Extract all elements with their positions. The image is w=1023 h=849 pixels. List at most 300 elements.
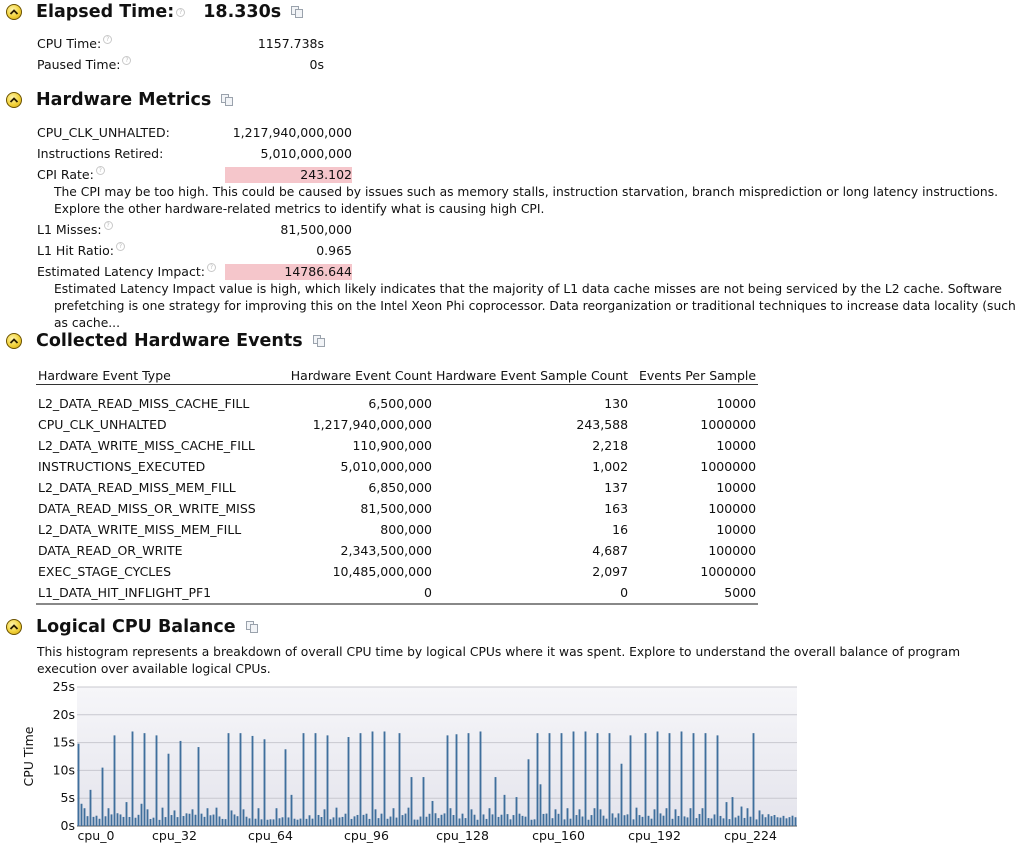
- histogram-bar: [738, 816, 740, 826]
- histogram-bar: [126, 802, 128, 826]
- section-hardware-metrics-header: [6, 88, 235, 112]
- histogram-bar: [150, 819, 152, 826]
- histogram-bar: [135, 818, 137, 826]
- histogram-bar: [105, 816, 107, 826]
- cell-events-per-sample: 100000: [708, 543, 757, 558]
- histogram-bar: [504, 795, 506, 826]
- histogram-bar: [519, 814, 521, 826]
- y-tick-label: 20s: [52, 706, 75, 722]
- histogram-bar: [450, 808, 452, 826]
- histogram-bar: [765, 817, 767, 826]
- histogram-bar: [642, 817, 644, 826]
- histogram-bar: [729, 819, 731, 826]
- histogram-bar: [369, 819, 371, 826]
- histogram-bar: [471, 809, 473, 826]
- histogram-bar: [549, 733, 551, 826]
- histogram-bar: [162, 808, 164, 826]
- cell-event-type: L2_DATA_WRITE_MISS_MEM_FILL: [38, 522, 242, 537]
- histogram-bar: [762, 814, 764, 826]
- x-tick-label: cpu_192: [628, 828, 681, 843]
- histogram-bar: [228, 733, 230, 826]
- histogram-bar: [84, 808, 86, 826]
- histogram-bar: [783, 816, 785, 826]
- histogram-bar: [114, 735, 116, 826]
- histogram-bar: [207, 808, 209, 826]
- histogram-bar: [294, 819, 296, 826]
- histogram-bar: [480, 731, 482, 826]
- cell-sample-count: 4,687: [592, 543, 629, 558]
- metric-value: 5,010,000,000: [260, 146, 352, 161]
- x-tick-label: cpu_0: [77, 828, 115, 843]
- metric-label: CPU Time:: [37, 36, 102, 51]
- histogram-bar: [303, 733, 305, 826]
- histogram-bar: [327, 735, 329, 826]
- histogram-bar: [696, 818, 698, 826]
- histogram-bar: [633, 819, 635, 826]
- histogram-bar: [717, 735, 719, 826]
- histogram-bar: [660, 813, 662, 826]
- metric-label: CPU_CLK_UNHALTED:: [37, 125, 170, 140]
- table-row[interactable]: [36, 414, 758, 435]
- histogram-bar: [489, 808, 491, 826]
- copy-icon[interactable]: [221, 94, 235, 106]
- histogram-bar: [399, 733, 401, 826]
- histogram-bar: [306, 819, 308, 826]
- histogram-bar: [768, 814, 770, 826]
- metric-value: 81,500,000: [280, 222, 352, 237]
- cpu-balance-title: Logical CPU Balance: [36, 617, 236, 637]
- y-axis-label: CPU Time: [21, 726, 36, 787]
- histogram-bar: [438, 818, 440, 826]
- cell-event-count: 0: [280, 582, 434, 604]
- histogram-bar: [510, 819, 512, 826]
- cell-event-count: 81,500,000: [360, 501, 432, 516]
- histogram-bar: [174, 810, 176, 826]
- histogram-bar: [213, 815, 215, 826]
- cell-sample-count: 16: [612, 522, 629, 537]
- y-tick-label: 10s: [52, 762, 75, 778]
- histogram-bar: [180, 741, 182, 826]
- histogram-bar: [723, 818, 725, 826]
- histogram-bar: [237, 816, 239, 826]
- histogram-bar: [603, 816, 605, 826]
- histogram-bar: [402, 815, 404, 826]
- histogram-bar: [351, 819, 353, 826]
- histogram-bar: [771, 816, 773, 826]
- section-events-header: [6, 329, 327, 353]
- histogram-bar: [285, 749, 287, 826]
- histogram-bar: [579, 809, 581, 826]
- histogram-bar: [345, 814, 347, 826]
- cell-events-per-sample: 10000: [716, 438, 757, 453]
- histogram-bar: [501, 815, 503, 826]
- histogram-bar: [645, 733, 647, 826]
- histogram-bar: [669, 733, 671, 826]
- hw-row-latency-impact: [37, 263, 216, 281]
- cell-event-type: DATA_READ_OR_WRITE: [38, 543, 183, 558]
- histogram-bar: [693, 733, 695, 826]
- help-icon[interactable]: ?: [122, 56, 131, 65]
- histogram-bar: [663, 816, 665, 826]
- histogram-bar: [396, 818, 398, 826]
- metric-cpu-time: [37, 35, 112, 53]
- cell-sample-count: 0: [434, 582, 630, 604]
- histogram-bar: [597, 733, 599, 826]
- histogram-bar: [492, 814, 494, 826]
- histogram-bar: [426, 817, 428, 826]
- hardware-events-table: [36, 366, 758, 605]
- cell-event-type: DATA_READ_MISS_OR_WRITE_MISS: [38, 501, 256, 516]
- histogram-bar: [366, 814, 368, 826]
- histogram-bar: [264, 739, 266, 826]
- histogram-bar: [570, 819, 572, 826]
- table-row[interactable]: [36, 498, 758, 519]
- histogram-bar: [255, 819, 257, 826]
- histogram-bar: [453, 815, 455, 826]
- metric-label: Instructions Retired:: [37, 146, 164, 161]
- events-title: Collected Hardware Events: [36, 331, 303, 351]
- histogram-bar: [609, 733, 611, 826]
- histogram-bar: [420, 817, 422, 826]
- cell-event-count: 1,217,940,000,000: [312, 417, 432, 432]
- histogram-bar: [516, 797, 518, 826]
- histogram-bar: [477, 820, 479, 826]
- histogram-bar: [336, 808, 338, 826]
- cell-event-count: 10,485,000,000: [332, 564, 432, 579]
- x-tick-label: cpu_96: [344, 828, 389, 843]
- histogram-bar: [186, 813, 188, 826]
- histogram-bar: [249, 818, 251, 826]
- histogram-bar: [654, 809, 656, 826]
- histogram-bar: [99, 819, 101, 826]
- cpu-balance-histogram: [0, 680, 810, 846]
- cell-sample-count: 2,097: [592, 564, 629, 579]
- histogram-bar: [147, 809, 149, 826]
- cell-event-type: L1_DATA_HIT_INFLIGHT_PF1: [36, 582, 280, 604]
- histogram-bar: [447, 735, 449, 826]
- histogram-bar: [390, 817, 392, 826]
- section-cpu-balance-header: [6, 615, 260, 639]
- histogram-bar: [666, 808, 668, 826]
- help-icon[interactable]: ?: [104, 221, 113, 230]
- chevron-up-icon: [9, 8, 19, 16]
- histogram-bar: [240, 733, 242, 826]
- histogram-bar: [465, 818, 467, 826]
- histogram-bar: [774, 815, 776, 826]
- cell-events-per-sample: 100000: [708, 501, 757, 516]
- histogram-bar: [441, 815, 443, 826]
- histogram-bar: [270, 819, 272, 826]
- hw-row-cpi-rate: [37, 166, 105, 184]
- histogram-bar: [204, 817, 206, 826]
- histogram-bar: [636, 808, 638, 826]
- histogram-bar: [558, 814, 560, 826]
- histogram-bar: [411, 777, 413, 826]
- histogram-bar: [222, 819, 224, 826]
- histogram-bar: [459, 818, 461, 826]
- histogram-bar: [615, 818, 617, 826]
- histogram-bar: [141, 804, 143, 826]
- histogram-bar: [759, 810, 761, 826]
- cpi-note: The CPI may be too high. This could be caused by issues such as memory stalls, instruction starvation, branch misprediction or long latency instructions. Explore the other hardware-related metrics to identify what is causing high CPI.: [54, 185, 999, 216]
- histogram-bar: [393, 808, 395, 826]
- histogram-bar: [681, 731, 683, 826]
- cell-event-type: EXEC_STAGE_CYCLES: [38, 564, 172, 579]
- histogram-bar: [312, 819, 314, 826]
- histogram-bar: [108, 808, 110, 826]
- histogram-bar: [348, 737, 350, 826]
- chevron-up-icon: [9, 96, 19, 104]
- histogram-bar: [699, 814, 701, 826]
- x-tick-label: cpu_160: [532, 828, 585, 843]
- histogram-bar: [540, 784, 542, 826]
- histogram-bar: [600, 809, 602, 826]
- histogram-bar: [405, 814, 407, 826]
- histogram-bar: [561, 733, 563, 826]
- collapse-events-button[interactable]: [6, 333, 22, 349]
- histogram-bar: [258, 808, 260, 826]
- histogram-bar: [138, 815, 140, 826]
- histogram-bar: [120, 814, 122, 826]
- histogram-bar: [201, 814, 203, 826]
- histogram-bar: [384, 731, 386, 826]
- histogram-bar: [474, 815, 476, 826]
- latency-note: Estimated Latency Impact value is high, which likely indicates that the majority of L1 data cache misses are not being serviced by the L2 cache. Software prefetching is one strategy for improving this on the Intel Xeon Phi coprocessor. Data reorganization or traditional techniques to increase data locality (such as cache...: [54, 282, 1016, 330]
- elapsed-value: 18.330s: [203, 2, 282, 22]
- cell-sample-count: 163: [604, 501, 629, 516]
- elapsed-title: Elapsed Time:: [36, 2, 175, 22]
- histogram-bar: [531, 820, 533, 826]
- histogram-bar: [144, 733, 146, 826]
- histogram-bar: [339, 818, 341, 827]
- histogram-bar: [555, 809, 557, 826]
- histogram-bar: [417, 820, 419, 826]
- y-tick-label: 5s: [60, 790, 75, 806]
- histogram-bar: [573, 731, 575, 826]
- histogram-bar: [747, 808, 749, 826]
- histogram-bar: [291, 795, 293, 826]
- metric-label: Paused Time:: [37, 57, 121, 72]
- histogram-bar: [387, 819, 389, 826]
- histogram-bar: [777, 817, 779, 826]
- table-row[interactable]: [36, 477, 758, 498]
- histogram-bar: [234, 814, 236, 826]
- histogram-bar: [93, 817, 95, 826]
- x-tick-label: cpu_128: [436, 828, 489, 843]
- help-icon[interactable]: ?: [96, 166, 105, 175]
- histogram-bar: [657, 731, 659, 826]
- histogram-bar: [720, 816, 722, 826]
- histogram-bar: [444, 813, 446, 826]
- plot-area: [77, 687, 797, 826]
- histogram-bar: [195, 815, 197, 826]
- metric-paused-time: [37, 56, 131, 74]
- cell-event-type: L2_DATA_READ_MISS_CACHE_FILL: [38, 396, 250, 411]
- histogram-bar: [546, 814, 548, 826]
- y-tick-label: 25s: [52, 680, 75, 694]
- histogram-bar: [159, 820, 161, 826]
- chevron-up-icon: [9, 337, 19, 345]
- histogram-bar: [711, 818, 713, 826]
- help-icon[interactable]: ?: [103, 35, 112, 44]
- histogram-bar: [243, 809, 245, 826]
- histogram-bar: [795, 817, 797, 826]
- table-row[interactable]: [36, 582, 758, 604]
- cell-event-count: 2,343,500,000: [340, 543, 432, 558]
- histogram-bar: [378, 818, 380, 826]
- metric-label: CPI Rate:: [37, 167, 94, 182]
- collapse-elapsed-button[interactable]: [6, 4, 22, 20]
- metric-value: 0.965: [316, 243, 352, 258]
- histogram-bar: [318, 815, 320, 826]
- histogram-bar: [87, 816, 89, 826]
- hw-row-l1-hit-ratio: [37, 242, 125, 260]
- metric-label: L1 Hit Ratio:: [37, 243, 114, 258]
- metric-value: 0s: [309, 57, 324, 72]
- y-tick-label: 0s: [60, 818, 75, 833]
- histogram-bar: [675, 809, 677, 826]
- col-header-event-type[interactable]: Hardware Event Type: [36, 366, 280, 385]
- histogram-bar: [129, 817, 131, 826]
- chevron-up-icon: [9, 623, 19, 631]
- histogram-bar: [651, 819, 653, 826]
- cell-events-per-sample: 1000000: [700, 459, 757, 474]
- cell-sample-count: 1,002: [592, 459, 629, 474]
- histogram-bar: [117, 813, 119, 826]
- x-tick-label: cpu_224: [724, 828, 777, 843]
- histogram-bar: [621, 764, 623, 826]
- histogram-bar: [495, 777, 497, 826]
- histogram-bar: [432, 801, 434, 826]
- histogram-bar: [96, 816, 98, 826]
- cpu-balance-description: This histogram represents a breakdown of overall CPU time by logical CPUs where it was spent. Explore to understand the overall balance of program execution over available logical CPUs.: [37, 645, 961, 676]
- cell-events-per-sample: 1000000: [700, 564, 757, 579]
- histogram-bar: [678, 816, 680, 826]
- help-icon[interactable]: ?: [116, 242, 125, 251]
- histogram-bar: [216, 808, 218, 826]
- hardware-metrics-title: Hardware Metrics: [36, 90, 212, 110]
- histogram-bar: [591, 815, 593, 826]
- cell-events-per-sample: 10000: [716, 396, 757, 411]
- histogram-bar: [192, 809, 194, 826]
- copy-icon[interactable]: [291, 6, 305, 18]
- histogram-bar: [735, 817, 737, 826]
- histogram-bar: [537, 733, 539, 826]
- help-icon[interactable]: ?: [176, 8, 185, 17]
- metric-label: Estimated Latency Impact:: [37, 264, 205, 279]
- table-row[interactable]: [36, 561, 758, 582]
- help-icon[interactable]: ?: [207, 263, 216, 272]
- histogram-bar: [288, 817, 290, 826]
- col-header-sample-count[interactable]: Hardware Event Sample Count: [436, 367, 629, 383]
- histogram-bar: [702, 808, 704, 826]
- table-row[interactable]: [36, 393, 758, 414]
- collapse-hardware-metrics-button[interactable]: [6, 92, 22, 108]
- histogram-bar: [456, 734, 458, 826]
- cell-events-per-sample: 5000: [630, 582, 758, 604]
- histogram-bar: [576, 815, 578, 826]
- hw-row-instructions: [37, 145, 163, 163]
- histogram-bar: [189, 814, 191, 826]
- histogram-bar: [282, 817, 284, 826]
- histogram-bar: [513, 815, 515, 826]
- histogram-bar: [300, 819, 302, 826]
- histogram-bar: [648, 816, 650, 826]
- cell-event-type: L2_DATA_WRITE_MISS_CACHE_FILL: [38, 438, 255, 453]
- histogram-bar: [468, 733, 470, 826]
- histogram-bar: [552, 818, 554, 826]
- cell-event-type: INSTRUCTIONS_EXECUTED: [38, 459, 206, 474]
- histogram-bar: [780, 818, 782, 826]
- histogram-bar: [486, 819, 488, 826]
- histogram-bar: [732, 797, 734, 826]
- cell-event-count: 5,010,000,000: [340, 459, 432, 474]
- metric-label: L1 Misses:: [37, 222, 102, 237]
- histogram-bar: [435, 813, 437, 826]
- histogram-bar: [624, 815, 626, 826]
- histogram-bar: [528, 759, 530, 826]
- histogram-bar: [750, 817, 752, 826]
- cpu-balance-chart-svg: [0, 680, 810, 846]
- hw-row-l1-misses: [37, 221, 113, 239]
- section-elapsed-header: [6, 0, 305, 24]
- histogram-bar: [522, 816, 524, 826]
- histogram-bar: [315, 733, 317, 826]
- metric-value: 1157.738s: [257, 36, 324, 51]
- histogram-bar: [585, 731, 587, 826]
- histogram-bar: [672, 819, 674, 826]
- table-row[interactable]: [36, 519, 758, 540]
- histogram-bar: [789, 817, 791, 826]
- copy-icon[interactable]: [246, 621, 260, 633]
- histogram-bar: [363, 815, 365, 826]
- histogram-bar: [168, 754, 170, 826]
- cell-event-count: 6,850,000: [368, 480, 432, 495]
- histogram-bar: [726, 802, 728, 826]
- histogram-bar: [309, 815, 311, 826]
- histogram-bar: [342, 817, 344, 826]
- histogram-bar: [507, 814, 509, 826]
- cell-event-type: CPU_CLK_UNHALTED: [38, 417, 167, 432]
- col-header-events-per-sample[interactable]: Events Per Sample: [630, 366, 758, 385]
- histogram-bar: [534, 819, 536, 826]
- histogram-bar: [111, 814, 113, 826]
- copy-icon[interactable]: [313, 335, 327, 347]
- histogram-bar: [423, 777, 425, 826]
- histogram-bar: [177, 817, 179, 826]
- histogram-bar: [594, 808, 596, 826]
- histogram-bar: [156, 735, 158, 826]
- table-row[interactable]: [36, 456, 758, 477]
- histogram-bar: [483, 814, 485, 826]
- histogram-bar: [381, 814, 383, 826]
- histogram-bar: [153, 818, 155, 826]
- histogram-bar: [267, 820, 269, 826]
- histogram-bar: [123, 817, 125, 826]
- collapse-cpu-balance-button[interactable]: [6, 619, 22, 635]
- metric-value-highlighted: 14786.644: [225, 264, 352, 280]
- histogram-bar: [333, 817, 335, 826]
- col-header-event-count[interactable]: Hardware Event Count: [280, 366, 434, 385]
- histogram-bar: [792, 816, 794, 826]
- histogram-bar: [753, 733, 755, 826]
- table-row[interactable]: [36, 540, 758, 561]
- histogram-bar: [429, 814, 431, 826]
- table-row[interactable]: [36, 435, 758, 456]
- histogram-bar: [357, 815, 359, 826]
- cell-events-per-sample: 10000: [716, 522, 757, 537]
- cell-events-per-sample: 1000000: [700, 417, 757, 432]
